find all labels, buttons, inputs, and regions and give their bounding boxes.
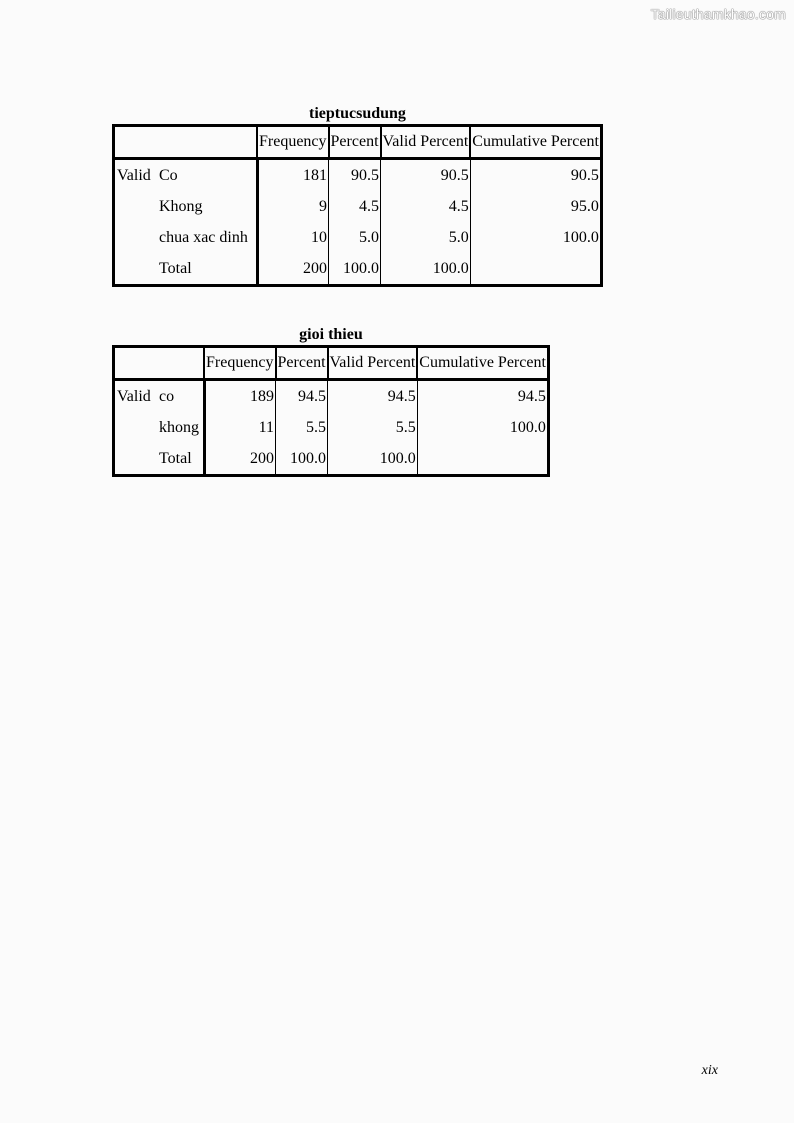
cell-valid-percent: 5.0 <box>381 222 471 253</box>
header-corner <box>114 126 258 159</box>
cell-frequency: 10 <box>257 222 329 253</box>
frequency-table <box>112 345 550 477</box>
group-label: Valid <box>117 166 151 184</box>
table-row-total <box>114 443 549 476</box>
table-row <box>114 412 549 443</box>
cell-valid-percent: 100.0 <box>328 443 418 476</box>
row-category: Co <box>159 166 178 184</box>
table-row-total <box>114 253 602 286</box>
cell-frequency: 200 <box>204 443 276 476</box>
cell-cumulative-percent: 90.5 <box>470 159 601 192</box>
row-category: chua xac dinh <box>159 228 248 246</box>
cell-percent: 5.5 <box>276 412 328 443</box>
cell-cumulative-percent: 94.5 <box>417 380 548 413</box>
header-cumulative-percent: Cumulative Percent <box>470 126 601 159</box>
table-row <box>114 380 549 413</box>
cell-cumulative-percent <box>470 253 601 286</box>
cell-percent: 100.0 <box>276 443 328 476</box>
table-row <box>114 191 602 222</box>
cell-frequency: 181 <box>257 159 329 192</box>
cell-percent: 94.5 <box>276 380 328 413</box>
cell-valid-percent: 94.5 <box>328 380 418 413</box>
table-title: gioi thieu <box>299 326 363 343</box>
row-category: co <box>159 387 175 405</box>
frequency-table-gioi-thieu <box>112 325 550 477</box>
header-valid-percent: Valid Percent <box>328 347 418 380</box>
header-row <box>114 347 549 380</box>
header-row <box>114 126 602 159</box>
cell-valid-percent: 100.0 <box>381 253 471 286</box>
header-percent: Percent <box>329 126 381 159</box>
cell-cumulative-percent: 100.0 <box>417 412 548 443</box>
cell-frequency: 11 <box>204 412 276 443</box>
cell-percent: 4.5 <box>329 191 381 222</box>
row-category: khong <box>159 418 199 436</box>
header-corner <box>114 347 205 380</box>
frequency-table <box>112 124 603 287</box>
cell-frequency: 200 <box>257 253 329 286</box>
frequency-table-tieptucsudung <box>112 104 603 287</box>
cell-percent: 100.0 <box>329 253 381 286</box>
group-label: Valid <box>117 387 151 405</box>
cell-cumulative-percent: 95.0 <box>470 191 601 222</box>
row-category: Total <box>159 259 192 277</box>
table-title: tieptucsudung <box>308 105 406 122</box>
cell-valid-percent: 4.5 <box>381 191 471 222</box>
cell-valid-percent: 90.5 <box>381 159 471 192</box>
page-number: xix <box>701 1063 718 1078</box>
header-valid-percent: Valid Percent <box>381 126 471 159</box>
header-frequency: Frequency <box>204 347 276 380</box>
table-row <box>114 159 602 192</box>
header-frequency: Frequency <box>257 126 329 159</box>
cell-percent: 90.5 <box>329 159 381 192</box>
cell-cumulative-percent: 100.0 <box>470 222 601 253</box>
watermark: Tailieuthamkhao.com <box>650 6 786 22</box>
header-cumulative-percent: Cumulative Percent <box>417 347 548 380</box>
row-category: Khong <box>159 197 203 215</box>
cell-frequency: 189 <box>204 380 276 413</box>
cell-frequency: 9 <box>257 191 329 222</box>
header-percent: Percent <box>276 347 328 380</box>
table-row <box>114 222 602 253</box>
cell-cumulative-percent <box>417 443 548 476</box>
row-category: Total <box>159 449 192 467</box>
cell-valid-percent: 5.5 <box>328 412 418 443</box>
cell-percent: 5.0 <box>329 222 381 253</box>
